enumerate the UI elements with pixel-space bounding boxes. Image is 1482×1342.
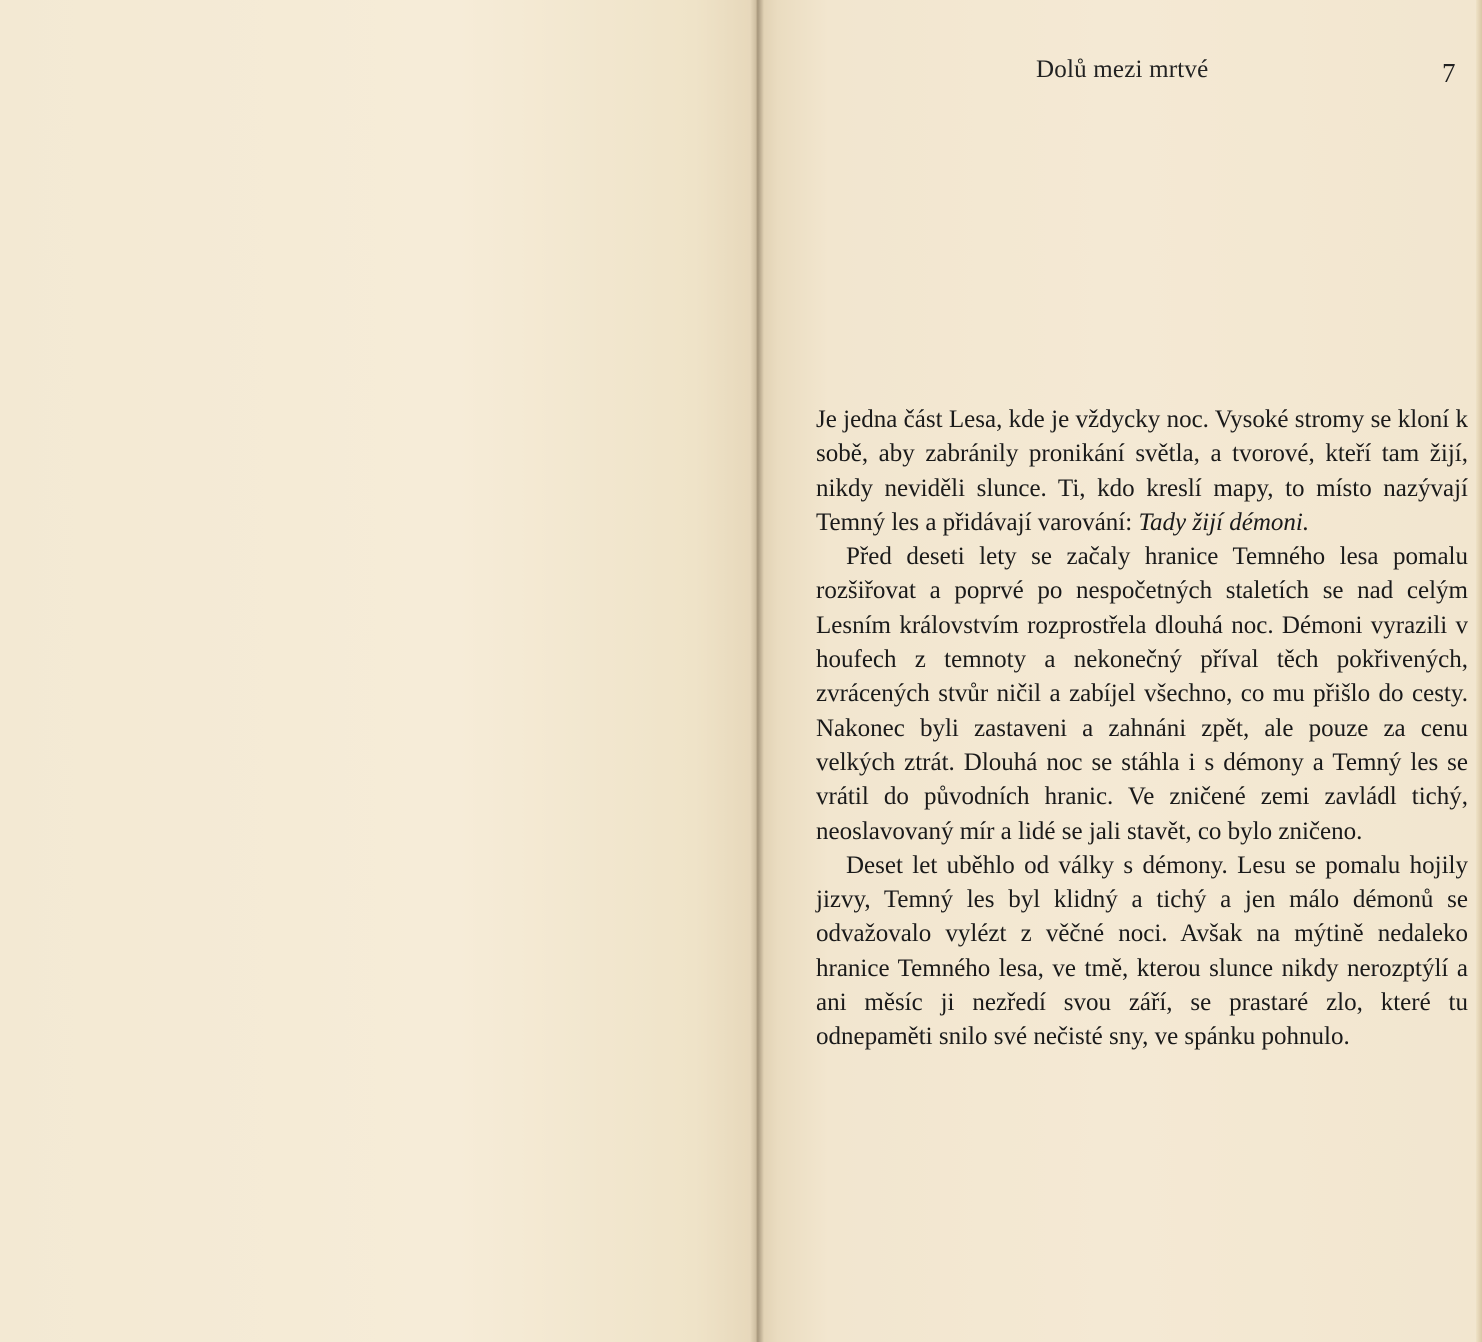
paragraph-3 bbox=[816, 849, 1468, 1055]
paragraph-1-text: Je jedna část Lesa, kde je vždycky noc. Vysoké stromy se kloní k sobě, aby zabránily pronikání světla, a tvorové, kteří tam žijí, nikdy neviděli slunce. Ti, kdo kreslí mapy, to místo nazývají Temný les a přidávají varování: bbox=[816, 406, 1468, 536]
page-number: 7 bbox=[1442, 58, 1456, 88]
paragraph-2 bbox=[816, 540, 1468, 849]
body-text bbox=[816, 403, 1468, 1055]
paragraph-1-italic: Tady žijí démoni. bbox=[1138, 508, 1310, 536]
right-page bbox=[756, 0, 1482, 1342]
paragraph-2-text: Před deseti lety se začaly hranice Temného lesa pomalu rozšiřovat a poprvé po nespočetných staletích se nad celým Lesním královstvím rozprostřela dlouhá noc. Démoni vyrazili v houfech z temnoty a nekonečný příval těch pokřivených, zvrácených stvůr ničil a zabíjel všechno, co mu přišlo do cesty. Nakonec byli zastaveni a zahnáni zpět, ale pouze za cenu velkých ztrát. Dlouhá noc se stáhla i s démony a Temný les se vrátil do původních hranic. Ve zničené zemi zavládl tichý, neoslavovaný mír a lidé se jali stavět, co bylo zničeno. bbox=[816, 543, 1468, 845]
paragraph-1 bbox=[816, 403, 1468, 540]
page-edge bbox=[1476, 0, 1482, 1342]
paragraph-3-text: Deset let uběhlo od války s démony. Lesu se pomalu hojily jizvy, Temný les byl klidný a tichý a jen málo démonů se odvažovalo vylézt z věčné noci. Avšak na mýtině nedaleko hranice Temného lesa, ve tmě, kterou slunce nikdy nerozptýlí a ani měsíc ji nezředí svou září, se prastaré zlo, které tu odnepaměti snilo své nečisté sny, ve spánku pohnulo. bbox=[816, 851, 1468, 1051]
book-gutter bbox=[750, 0, 764, 1342]
running-head: Dolů mezi mrtvé bbox=[1036, 56, 1209, 83]
